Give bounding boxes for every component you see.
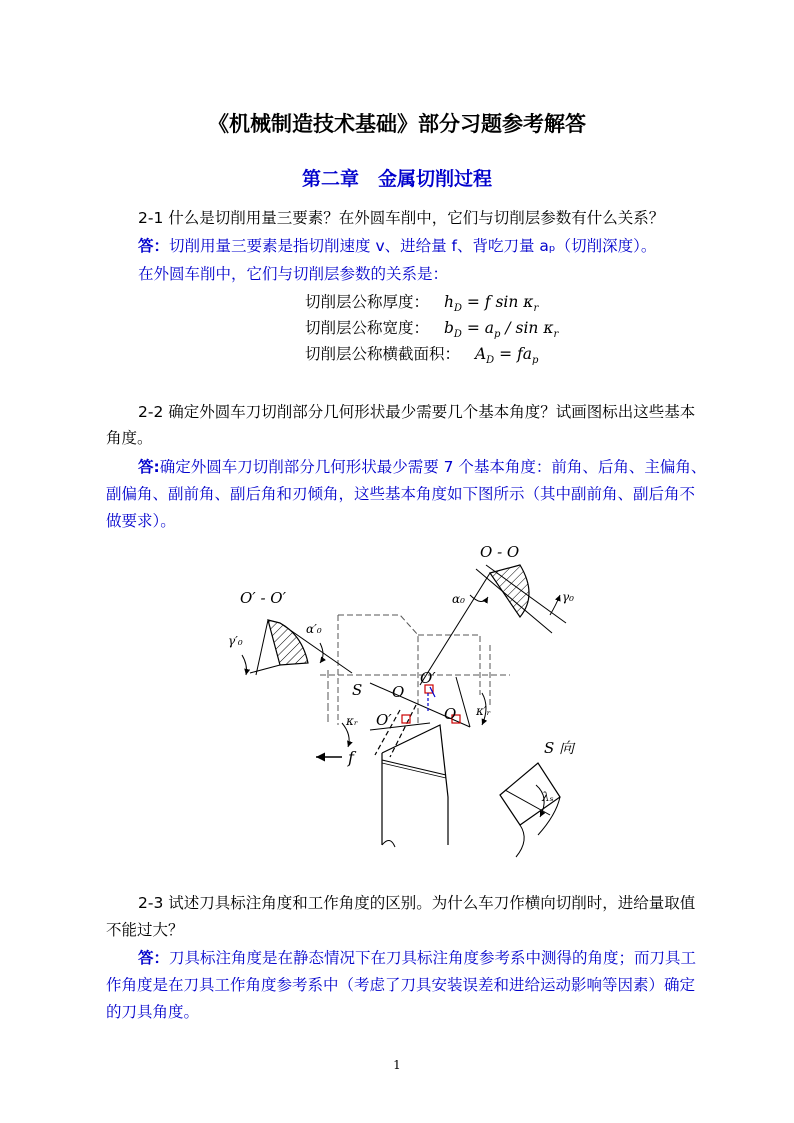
page-number: 1 (393, 1058, 401, 1072)
label-gamma0-prime: γ′₀ (228, 634, 243, 648)
label-o: O (392, 683, 405, 701)
label-gamma0: γ₀ (562, 590, 574, 604)
answer-2-2-line2: 副偏角、副前角、副后角和刃倾角，这些基本角度如下图所示（其中副前角、副后角不 (106, 485, 696, 503)
answer-2-1-line2: 在外圆车削中，它们与切削层参数的关系是： (138, 265, 449, 283)
answer-2-2-line3: 做要求）。 (106, 512, 176, 530)
formula-expression: $A_D = fa_p$ (474, 345, 539, 367)
formula-area (305, 342, 538, 366)
label-alpha0-prime: α′₀ (306, 622, 322, 636)
question-2-2-line1: 2-2 确定外圆车刀切削部分几何形状最少需要几个基本角度？试画图标出这些基本 (138, 403, 696, 421)
answer-text: 切削用量三要素是指切削速度 v、进给量 f、背吃刀量 aₚ（切削深度）。 (169, 237, 657, 255)
label-o-prime: O′ (420, 669, 436, 687)
formula-label: 切削层公称厚度： (305, 293, 430, 311)
section-oo (420, 565, 566, 685)
formula-expression: $b_D = a_p / \sin \kappa_r$ (443, 319, 559, 341)
label-kr-prime: κ′ᵣ (476, 704, 491, 718)
label-section-oo: O - O (480, 543, 520, 561)
tool-body (342, 693, 486, 847)
answer-2-3-line1 (138, 948, 696, 968)
label-kr: κᵣ (346, 714, 359, 728)
answer-2-3-line3: 的刀具角度。 (106, 1003, 200, 1021)
answer-prefix: 答： (138, 949, 170, 967)
section-o1o1 (242, 620, 352, 675)
label-section-o1o1: O′ - O′ (240, 589, 287, 607)
answer-2-2-line1 (138, 457, 706, 477)
question-2-1: 2-1 什么是切削用量三要素？在外圆车削中，它们与切削层参数有什么关系？ (138, 209, 665, 227)
question-2-3-line1: 2-3 试述刀具标注角度和工作角度的区别。为什么车刀作横向切削时，进给量取值 (138, 894, 696, 912)
label-o-prime-lower: O′ (376, 711, 392, 729)
s-view (500, 763, 560, 857)
formula-width (305, 316, 558, 340)
label-o-lower: O (444, 705, 457, 723)
answer-2-3-line2: 作角度是在刀具工作角度参考系中（考虑了刀具安装误差和进给运动影响等因素）确定 (106, 976, 696, 994)
formula-thickness (305, 290, 538, 314)
label-s: S (352, 681, 363, 699)
chapter-heading: 第二章 金属切削过程 (301, 168, 492, 190)
question-2-3-line2: 不能过大？ (106, 921, 184, 939)
label-lambda: λₛ (542, 790, 554, 804)
answer-2-1-line1 (138, 236, 656, 256)
label-alpha0: α₀ (452, 592, 465, 606)
document-title: 《机械制造技术基础》部分习题参考解答 (208, 112, 586, 136)
tool-angles-figure (220, 535, 600, 875)
label-f: f (348, 748, 354, 767)
answer-prefix: 答: (138, 458, 160, 476)
formula-expression: $h_D = f$ $\sin \kappa_r$ (443, 293, 539, 315)
label-s-direction: S 向 (544, 739, 575, 757)
question-2-2-line2: 角度。 (106, 429, 153, 447)
formula-label: 切削层公称横截面积： (305, 345, 461, 363)
answer-text: 确定外圆车刀切削部分几何形状最少需要 7 个基本角度：前角、后角、主偏角、 (159, 458, 707, 476)
formula-label: 切削层公称宽度： (305, 319, 430, 337)
answer-prefix: 答： (138, 237, 170, 255)
answer-text: 刀具标注角度是在静态情况下在刀具标注角度参考系中测得的角度；而刀具工 (169, 949, 697, 967)
